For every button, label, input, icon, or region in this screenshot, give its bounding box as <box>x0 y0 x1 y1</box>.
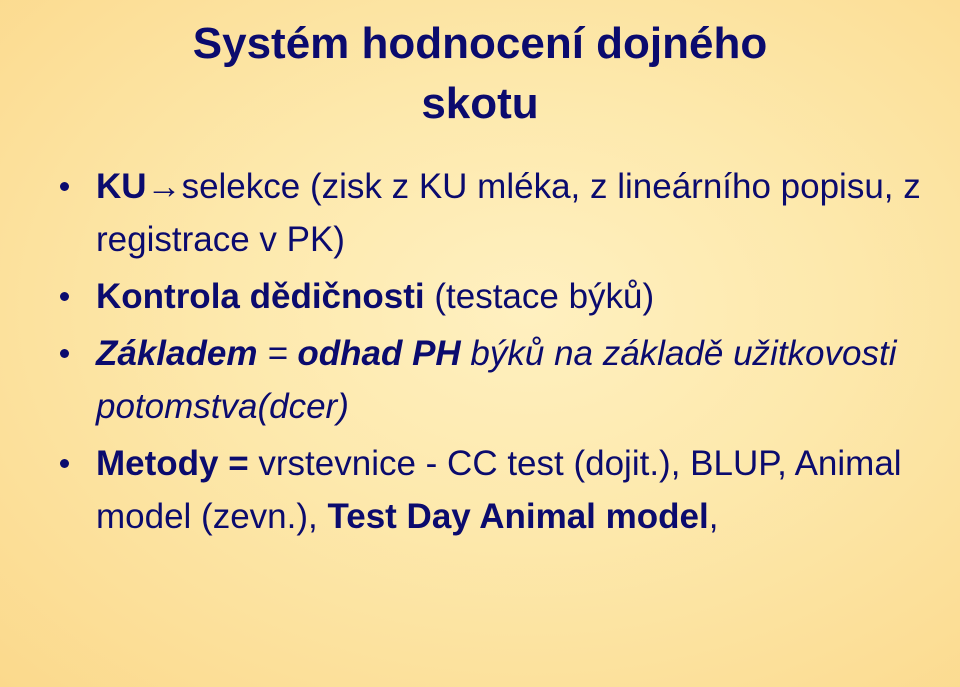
bullet-text-segment: Test Day Animal model <box>327 497 709 536</box>
bullet-dot-icon <box>60 349 69 358</box>
bullet-text-segment: KU <box>96 167 147 206</box>
bullet-text-segment: Základem <box>96 334 258 373</box>
bullet-text-segment: (testace býků) <box>424 277 655 316</box>
bullet-text-segment: býků na základě užitkovosti potomstva(dcer) <box>96 334 897 426</box>
bullet-dot-icon <box>60 292 69 301</box>
bullet-list <box>58 160 938 547</box>
slide-title-line-1: Systém hodnocení dojného <box>192 19 768 68</box>
bullet-text-segment: = <box>257 334 298 373</box>
slide-title-line-2: skotu <box>421 79 539 128</box>
bullet-text-segment: Metody = <box>96 444 249 483</box>
bullet-item <box>58 160 938 266</box>
bullet-text-segment: →selekce (zisk z KU mléka, z lineárního popisu, z registrace v PK) <box>96 167 921 259</box>
bullet-text-segment: Kontrola dědičnosti <box>96 277 425 316</box>
bullet-item <box>58 270 938 323</box>
bullet-text-segment: vrstevnice - CC test (dojit.), BLUP, Animal model (zevn.), <box>96 444 902 536</box>
bullet-item <box>58 437 938 543</box>
bullet-text-segment: odhad PH <box>297 334 461 373</box>
bullet-dot-icon <box>60 182 69 191</box>
bullet-item <box>58 327 938 433</box>
slide-title <box>0 14 960 134</box>
bullet-dot-icon <box>60 459 69 468</box>
bullet-text-segment: , <box>708 497 719 536</box>
